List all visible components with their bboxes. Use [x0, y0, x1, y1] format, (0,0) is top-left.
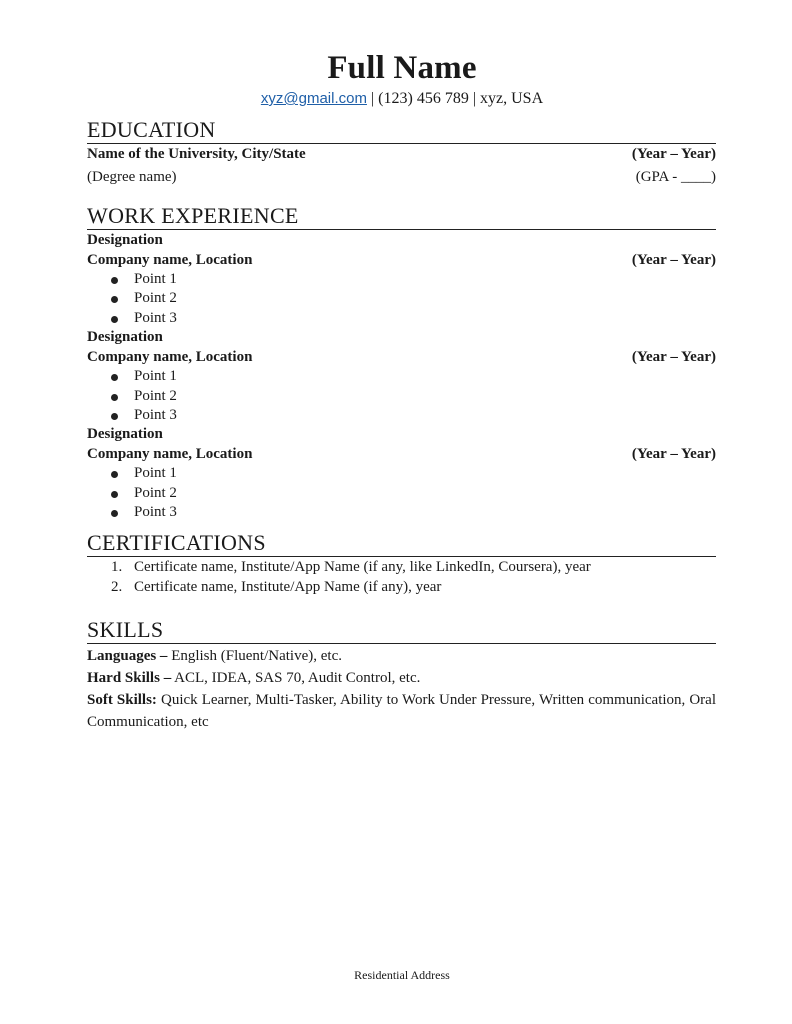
degree-name: (Degree name) [87, 168, 177, 185]
certification-item [87, 558, 716, 578]
work-section [87, 204, 716, 523]
bullet-icon [111, 394, 118, 401]
job-point [87, 270, 716, 289]
skills-title: SKILLS [87, 618, 716, 644]
certification-number: 2. [111, 578, 123, 595]
job-point-text: Point 3 [134, 309, 177, 326]
skills-section [87, 618, 716, 733]
job-entry [87, 231, 716, 328]
bullet-icon [111, 471, 118, 478]
job-designation-row [87, 328, 716, 348]
soft-skills-text: Quick Learner, Multi-Tasker, Ability to Work Under Pressure, Written communication, Oral Communication, etc [87, 692, 716, 730]
job-point [87, 309, 716, 328]
university-name: Name of the University, City/State [87, 146, 306, 162]
languages-line [87, 645, 716, 667]
job-point-text: Point 1 [134, 271, 177, 287]
job-point [87, 464, 716, 483]
job-company: Company name, Location [87, 445, 253, 462]
job-points [87, 270, 716, 328]
hard-skills-line [87, 667, 716, 689]
education-degree-row [87, 168, 716, 188]
job-company-row [87, 348, 716, 368]
job-point [87, 387, 716, 406]
job-company-row [87, 251, 716, 271]
bullet-icon [111, 296, 118, 303]
footer-address: Residential Address [354, 968, 450, 982]
bullet-icon [111, 413, 118, 420]
job-point-text: Point 2 [134, 387, 177, 404]
job-points [87, 367, 716, 425]
hard-skills-text: ACL, IDEA, SAS 70, Audit Control, etc. [171, 670, 421, 686]
education-title: EDUCATION [87, 118, 716, 144]
job-designation: Designation [87, 426, 163, 443]
job-points [87, 464, 716, 522]
bullet-icon [111, 374, 118, 381]
certification-number: 1. [111, 559, 123, 575]
work-title: WORK EXPERIENCE [87, 204, 716, 230]
job-point-text: Point 2 [134, 484, 177, 501]
languages-text: English (Fluent/Native), etc. [167, 648, 342, 664]
job-designation-row [87, 425, 716, 445]
job-point [87, 289, 716, 308]
job-point [87, 484, 716, 503]
job-point-text: Point 3 [134, 504, 177, 521]
full-name-heading: Full Name [327, 50, 477, 86]
job-point-text: Point 2 [134, 290, 177, 307]
bullet-icon [111, 491, 118, 498]
job-point [87, 503, 716, 522]
job-entry [87, 425, 716, 522]
languages-label: Languages – [87, 648, 168, 664]
job-designation-row [87, 231, 716, 251]
education-years: (Year – Year) [631, 146, 716, 162]
email-link[interactable]: xyz@gmail.com [260, 90, 367, 107]
bullet-icon [111, 510, 118, 517]
education-section [87, 118, 716, 187]
certifications-title: CERTIFICATIONS [87, 531, 716, 557]
job-point-text: Point 1 [134, 465, 177, 482]
job-point-text: Point 3 [134, 406, 177, 423]
job-point [87, 367, 716, 386]
job-years: (Year – Year) [631, 251, 716, 268]
contact-details: | (123) 456 789 | xyz, USA [366, 90, 544, 107]
job-company: Company name, Location [87, 251, 253, 268]
job-list [87, 231, 716, 523]
bullet-icon [111, 277, 118, 284]
job-point-text: Point 1 [134, 368, 177, 385]
contact-line [0, 90, 792, 108]
certification-text: Certificate name, Institute/App Name (if any), year [134, 578, 442, 595]
certifications-list [87, 558, 716, 597]
soft-skills-label: Soft Skills: [87, 692, 157, 708]
hard-skills-label: Hard Skills – [87, 670, 172, 686]
soft-skills-line [87, 689, 716, 733]
job-company-row [87, 445, 716, 465]
job-years: (Year – Year) [631, 348, 716, 365]
gpa: (GPA - ____) [635, 168, 716, 185]
certification-text: Certificate name, Institute/App Name (if any, like LinkedIn, Coursera), year [134, 559, 591, 575]
certification-item [87, 578, 716, 598]
job-designation: Designation [87, 329, 163, 346]
job-entry [87, 328, 716, 425]
job-company: Company name, Location [87, 348, 253, 365]
education-university-row [87, 145, 716, 165]
job-designation: Designation [87, 232, 163, 248]
bullet-icon [111, 316, 118, 323]
certifications-section [87, 531, 716, 597]
job-point [87, 406, 716, 425]
job-years: (Year – Year) [631, 445, 716, 462]
